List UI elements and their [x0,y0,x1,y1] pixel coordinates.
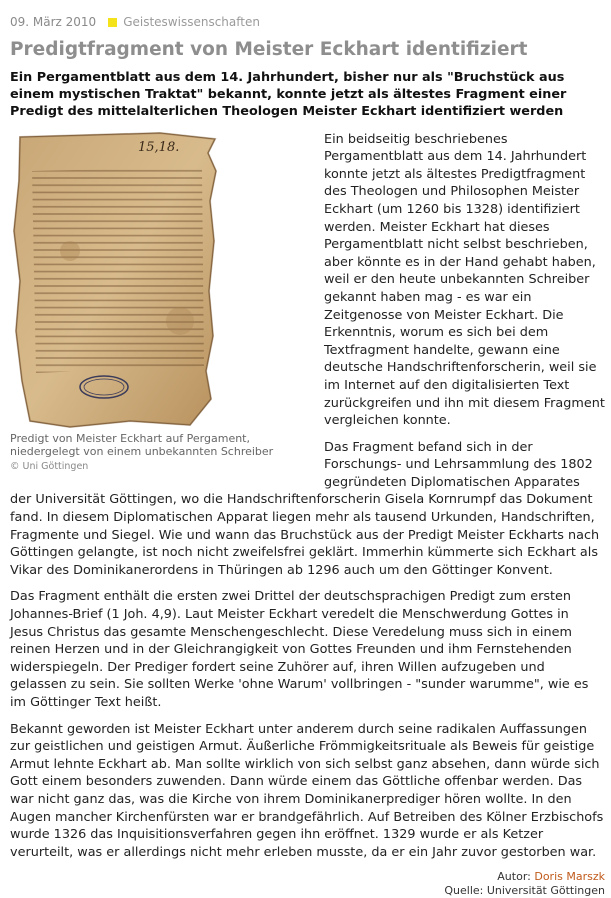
category-link[interactable]: Geisteswissenschaften [123,15,260,29]
article-meta [10,14,605,30]
figure-caption-text: Predigt von Meister Eckhart auf Pergament, niedergelegt von einem unbekannten Schreiber [10,431,274,459]
article-footer [10,870,605,898]
manuscript-image[interactable] [10,131,302,429]
author-label: Autor: [497,870,531,884]
figure-caption [10,432,310,474]
author-link[interactable]: Doris Marszk [534,870,605,884]
paragraph-4: Bekannt geworden ist Meister Eckhart unter anderem durch seine radikalen Auffassungen zur geistlichen und geistigen Armut. Äußerliche Frömmigkeitsrituale als Beweis für geistige Armut lehnte Eckhart ab. Man sollte wirklich von sich selbst ganz absehen, dann würde sich Gott einem besonders zuwenden. Dann würde einem das Göttliche offenbar werden. Das war nicht ganz das, was die Kirche von ihrem Dominikanerprediger hören wollte. In den Augen mancher Kirchenfürsten war er brandgefährlich. Auf Betreiben des Kölner Erzbischofs wurde 1326 das Inquisitionsverfahren gegen ihn eröffnet. 1329 wurde er als Ketzer verurteilt, was er allerdings nicht mehr erleben musste, da er ein Jahr zuvor gestorben war. [10,721,604,860]
paragraph-1: Ein beidseitig beschriebenes Pergamentblatt aus dem 14. Jahrhundert konnte jetzt als ältestes Predigtfragment des Theologen und Philosophen Meister Eckhart (um 1260 bis 1328) identifiziert werden. Meister Eckhart hat dieses Pergamentblatt nicht selbst beschrieben, aber könnte es in der Hand gehabt haben, weil er den heute unbekannten Schreiber gekannt haben mag - es war ein Zeitgenosse von Meister Eckhart. Die Erkenntnis, worum es sich bei dem Textfragment handelte, gewann eine deutsche Handschriftenforscherin, weil sie im Internet auf den digitalisierten Text zurückgreifen und ihn mit diesem Fragment vergleichen konnte. [324,131,605,429]
article-lead: Ein Pergamentblatt aus dem 14. Jahrhundert, bisher nur als "Bruchstück aus einem mystischen Traktat" bekannt, konnte jetzt als ältestes Fragment einer Predigt des mittelalterlichen Theologen Meister Eckhart identifiziert werden [10,70,567,120]
article-date: 09. März 2010 [10,15,97,29]
article-figure [10,131,310,474]
manuscript-illustration [10,131,302,429]
article-body [10,131,605,862]
manuscript-number: 15,18. [138,139,180,155]
category-marker [108,18,117,27]
figure-credit: © Uni Göttingen [10,460,89,472]
paragraph-3: Das Fragment enthält die ersten zwei Drittel der deutschsprachigen Predigt zum ersten Johannes-Brief (1 Joh. 4,9). Laut Meister Eckhart veredelt die Menschwerdung Gottes in Jesus Christus das gesamte Menschengeschlecht. Diese Veredelung muss sich in einem reinen Herzen und in der Gleichrangigkeit von Gottes Freunden und ihm Fernstehenden widerspiegeln. Der Prediger fordert seine Zuhörer auf, ihren Willen aufzugeben und gelassen zu sein. Sie sollten Werke 'ohne Warum' vollbringen - "sunder warumme", wie es im Göttinger Text heißt. [10,589,589,711]
author-line [10,870,605,884]
source-line: Quelle: Universität Göttingen [444,884,605,898]
paragraph-2: Das Fragment befand sich in der Forschungs- und Lehrsammlung des 1802 gegründeten Diplomatischen Apparates der Universität Göttingen, wo die Handschriftenforscherin Gisela Kornrumpf das Dokument fand. In diesem Diplomatischen Apparat liegen mehr als tausend Urkunden, Handschriften, Fragmente und Siegel. Wie und wann das Bruchstück aus der Predigt Meister Eckharts nach Göttingen gelangte, ist noch nicht zweifelsfrei geklärt. Immerhin kümmerte sich Eckhart als Vikar des Dominikanerordens in Thüringen ab 1296 auch um den Göttinger Konvent. [10,439,600,578]
article-title: Predigtfragment von Meister Eckhart identifiziert [10,39,528,60]
